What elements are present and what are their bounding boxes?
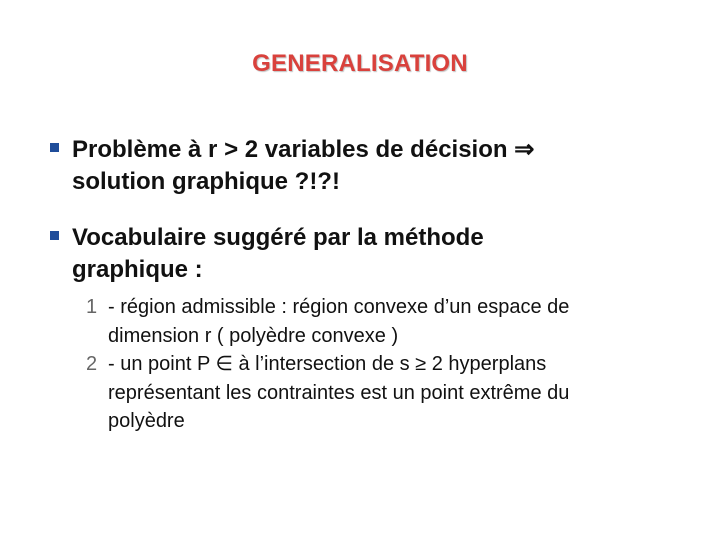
vocabulary-list bbox=[86, 293, 696, 436]
item-line: dimension r ( polyèdre convexe ) bbox=[108, 324, 399, 347]
item-line: représentant les contraintes est un point extrême du bbox=[108, 381, 570, 404]
item-number: 2 bbox=[86, 353, 98, 375]
bullet-line: Problème à r > 2 variables de décision ⇒ bbox=[72, 136, 535, 163]
bullet-vocabulary bbox=[50, 222, 690, 286]
bullet-line: solution graphique ?!?! bbox=[72, 168, 340, 195]
item-line: polyèdre bbox=[108, 410, 185, 432]
item-line: - un point P ∈ à l’intersection de s ≥ 2 hyperplans bbox=[108, 353, 547, 375]
item-number: 1 bbox=[86, 296, 98, 318]
list-item bbox=[86, 293, 696, 350]
square-bullet-icon bbox=[50, 231, 59, 240]
square-bullet-icon bbox=[50, 143, 59, 152]
item-line: - région admissible : région convexe d’un espace de bbox=[108, 296, 570, 318]
bullet-line: Vocabulaire suggéré par la méthode bbox=[72, 224, 484, 251]
bullet-line: graphique : bbox=[72, 256, 203, 283]
slide-title: GENERALISATION bbox=[252, 50, 468, 77]
bullet-problem bbox=[50, 134, 690, 198]
list-item bbox=[86, 350, 696, 436]
